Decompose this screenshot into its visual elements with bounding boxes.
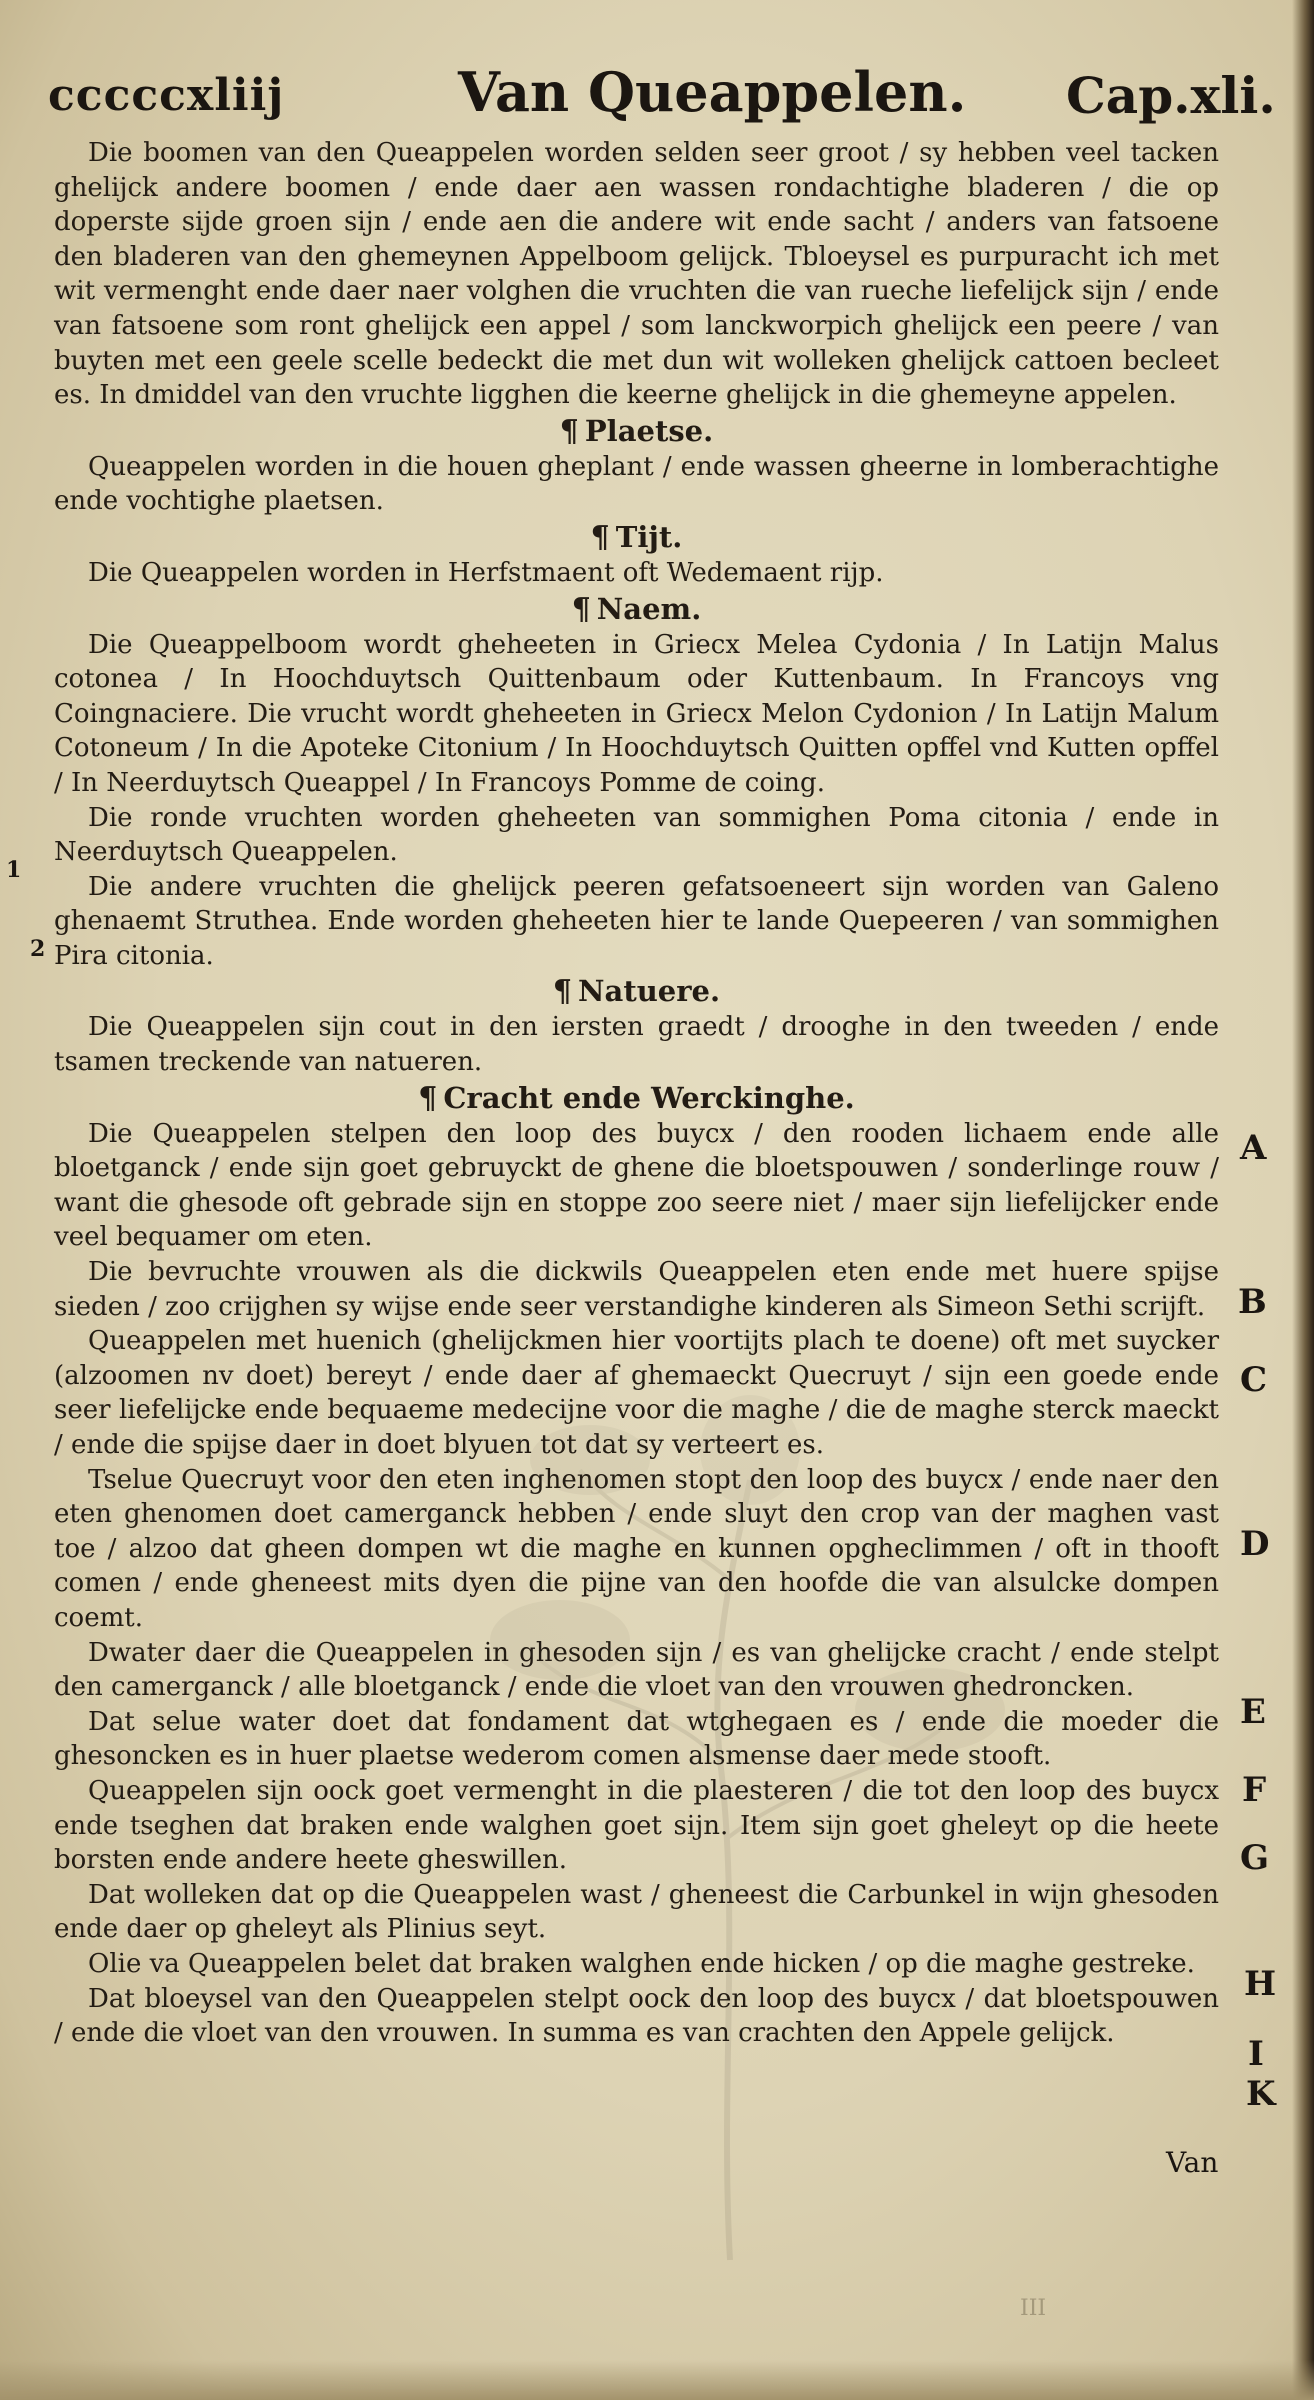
margin-letter-h: H	[1244, 1964, 1277, 2004]
page-edge-shadow	[1292, 0, 1314, 2400]
running-title: Van Queappelen.	[458, 60, 967, 124]
body-paragraph: Die Queappelen sijn cout in den iersten graedt / drooghe in den tweeden / ende tsamen treckende van natueren.	[54, 1012, 1219, 1078]
margin-letter-k: K	[1246, 2074, 1276, 2114]
text-body	[54, 136, 1219, 2051]
margin-letter-c: C	[1240, 1360, 1268, 1400]
pilcrow-icon: ¶	[552, 974, 573, 1010]
pilcrow-icon: ¶	[590, 519, 610, 555]
body-paragraph: Die ronde vruchten worden gheheeten van sommighen Poma citonia / ende in Neerduytsch Queappelen.	[54, 802, 1219, 868]
body-paragraph: Die Queappelen stelpen den loop des buycx / den rooden lichaem ende alle bloetganck / ende sijn goet gebruyckt de ghene die bloetspouwen / sonderlinge rouw / want die ghesode oft gebrade sijn en stoppe zoo seere niet / maer sijn liefelijcker ende veel bequamer om eten.	[54, 1118, 1219, 1253]
section-heading	[54, 413, 1219, 450]
body-paragraph: Dat selue water doet dat fondament dat wtghegaen es / ende die moeder die ghesoncken es in huer plaetse wederom comen alsmense daer mede stooft.	[54, 1706, 1219, 1772]
margin-number-2: 2	[30, 936, 46, 962]
margin-letter-e: E	[1240, 1692, 1266, 1732]
section-heading-text: Plaetse.	[584, 413, 714, 448]
section-heading-text: Naem.	[596, 591, 702, 626]
page-bottom-shade	[0, 2360, 1314, 2400]
section-heading-text: Natuere.	[578, 974, 721, 1009]
section-heading-text: Tijt.	[615, 519, 683, 554]
margin-letter-g: G	[1240, 1838, 1270, 1878]
section-heading	[54, 1080, 1219, 1117]
body-paragraph: Dat wolleken dat op die Queappelen wast / gheneest die Carbunkel in wijn ghesoden ende daer op gheleyt als Plinius seyt.	[54, 1879, 1219, 1945]
body-paragraph: Queappelen worden in die houen gheplant / ende wassen gheerne in lomberachtighe ende vochtighe plaetsen.	[54, 451, 1219, 517]
body-paragraph: Queappelen sijn oock goet vermenght in die plaesteren / die tot den loop des buycx ende tseghen dat braken ende walghen goet sijn. Item sijn goet gheleyt op die heete borsten ende andere heete gheswillen.	[54, 1775, 1219, 1876]
pilcrow-icon: ¶	[559, 413, 579, 449]
body-paragraph: Dat bloeysel van den Queappelen stelpt oock den loop des buycx / dat bloetspouwen / ende die vloet van den vrouwen. In summa es van crachten den Appele gelijck.	[54, 1983, 1219, 2049]
body-paragraph: Die Queappelen worden in Herfstmaent oft Wedemaent rijp.	[88, 557, 884, 588]
page-header	[48, 60, 1276, 140]
section-heading	[54, 591, 1219, 628]
section-heading-text: Cracht ende Werckinghe.	[443, 1080, 855, 1115]
catchword: Van	[1166, 2146, 1219, 2179]
body-paragraph: Die andere vruchten die ghelijck peeren gefatsoeneert sijn worden van Galeno ghenaemt Struthea. Ende worden gheheeten hier te lande Quepeeren / van sommighen Pira citonia.	[54, 871, 1219, 971]
margin-letter-i: I	[1248, 2034, 1264, 2074]
body-paragraph: Die boomen van den Queappelen worden selden seer groot / sy hebben veel tacken ghelijck andere boomen / ende daer aen wassen rondachtighe bladeren / die op doperste sijde groen sijn / ende aen die andere wit ende sacht / anders van fatsoene den bladeren van den ghemeynen Appelboom gelijck. Tbloeysel es purpuracht ich met wit vermenght ende daer naer volghen die vruchten die van rueche liefelijck sijn / ende van fatsoene som ront ghelijck een appel / som lanckworpich ghelijck een peere / van buyten met een geele scelle bedeckt die met dun wit wolleken ghelijck cattoen becleet es. In dmiddel van den vruchte ligghen die keerne ghelijck in die ghemeyne appelen.	[54, 138, 1219, 411]
body-paragraph: Queappelen met huenich (ghelijckmen hier voortijts plach te doene) oft met suycker (alzoomen nv doet) bereyt / ende daer af ghemaeckt Quecruyt / sijn een goede ende seer liefelijcke ende bequaeme medecijne voor die maghe / die de maghe sterck maeckt / ende die spijse daer in doet blyuen tot dat sy verteert es.	[54, 1326, 1219, 1460]
margin-letter-f: F	[1242, 1770, 1267, 1810]
body-paragraph: Die bevruchte vrouwen als die dickwils Queappelen eten ende met huere spijse sieden / zoo crijghen sy wijse ende seer verstandighe kinderen als Simeon Sethi scrijft.	[54, 1257, 1219, 1322]
body-paragraph: Dwater daer die Queappelen in ghesoden sijn / es van ghelijcke cracht / ende stelpt den camerganck / alle bloetganck / ende die vloet van den vrouwen ghedroncken.	[54, 1637, 1219, 1703]
margin-letter-a: A	[1240, 1128, 1267, 1168]
margin-letter-b: B	[1238, 1282, 1267, 1322]
pilcrow-icon: ¶	[571, 591, 591, 627]
margin-number-1: 1	[6, 857, 22, 883]
folio-number: cccccxliij	[48, 70, 285, 121]
body-paragraph: Tselue Quecruyt voor den eten inghenomen stopt den loop des buycx / ende naer den eten ghenomen doet camerganck hebben / ende sluyt den crop van der maghen vast toe / alzoo dat gheen dompen wt die maghe en kunnen opgheclimmen / oft in thooft comen / ende gheneest mits dyen die pijne van den hoofde die van alsulcke dompen coemt.	[54, 1464, 1219, 1633]
pilcrow-icon: ¶	[418, 1080, 438, 1116]
body-paragraph: Olie va Queappelen belet dat braken walghen ende hicken / op die maghe gestreke.	[88, 1948, 1195, 1979]
section-heading	[54, 519, 1219, 556]
signature-mark: III	[1020, 2296, 1047, 2321]
chapter-number: Cap.xli.	[1066, 66, 1276, 125]
body-paragraph: Die Queappelboom wordt gheheeten in Griecx Melea Cydonia / In Latijn Malus cotonea / In Hoochduytsch Quittenbaum oder Kuttenbaum. In Francoys vng Coingnaciere. Die vrucht wordt gheheeten in Griecx Melon Cydonion / In Latijn Malum Cotoneum / In die Apoteke Citonium / In Hoochduytsch Quitten opffel vnd Kutten opffel / In Neerduytsch Queappel / In Francoys Pomme de coing.	[54, 629, 1219, 798]
margin-letter-d: D	[1240, 1524, 1270, 1564]
section-heading	[54, 973, 1219, 1010]
